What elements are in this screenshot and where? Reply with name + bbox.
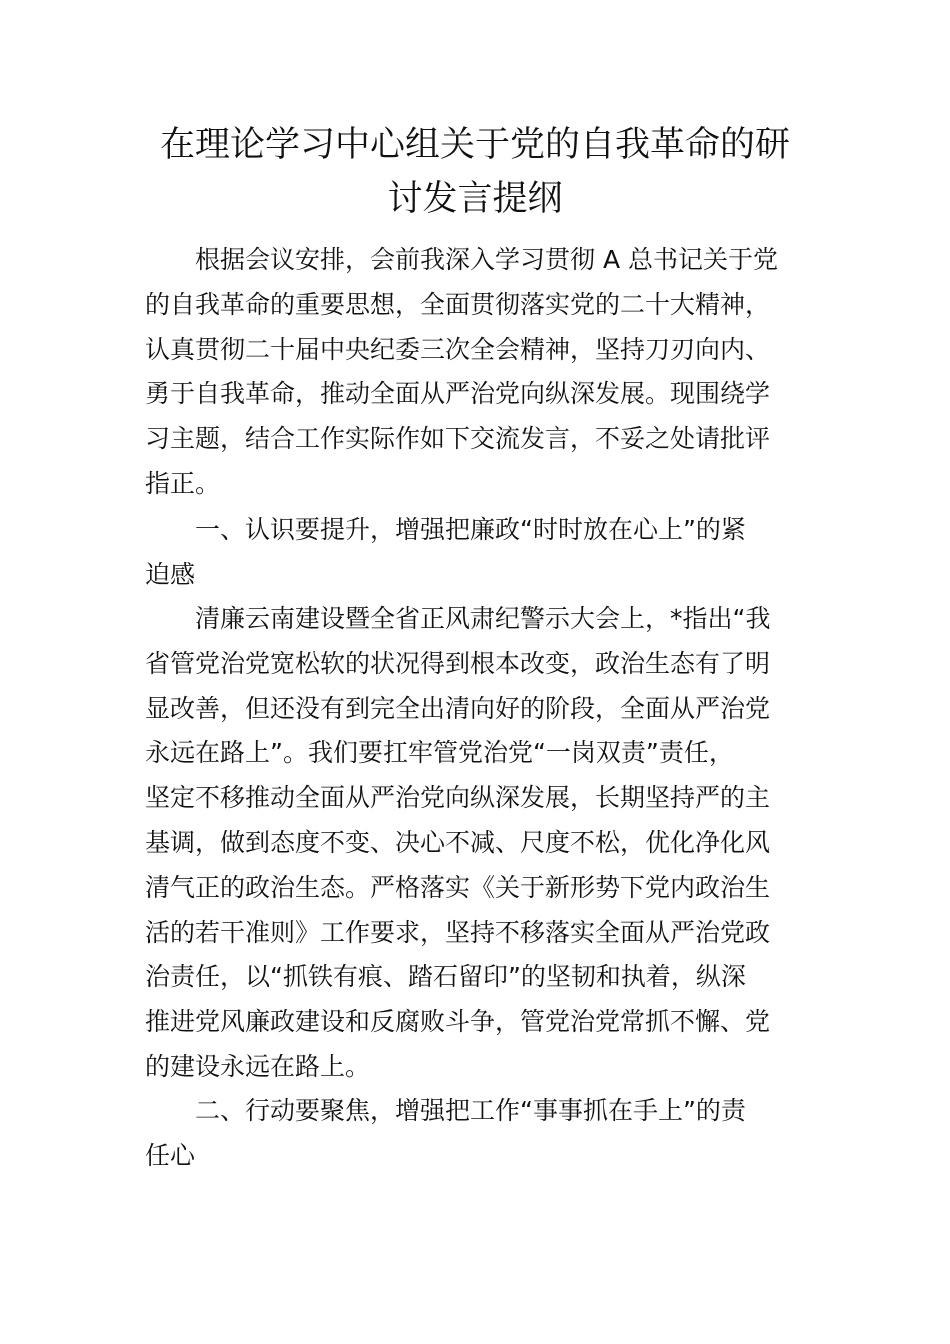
- text-line: 二、行动要聚焦，增强把工作“事事抓在手上”的责: [145, 1096, 746, 1125]
- text-line: 永远在路上”。我们要扛牢管党治党“一岗双责”责任，: [145, 738, 734, 768]
- text-line: 坚定不移推动全面从严治党向纵深发展，长期坚持严的主: [145, 783, 771, 813]
- section-heading-1: [145, 508, 746, 598]
- text-line: 的自我革命的重要思想，全面贯彻落实党的二十大精神，: [145, 289, 771, 319]
- text-line: 根据会议安排，会前我深入学习贯彻 A 总书记关于党: [145, 245, 778, 274]
- text-line: 勇于自我革命，推动全面从严治党向纵深发展。现围绕学: [145, 379, 771, 409]
- document-title: [130, 118, 820, 226]
- text-line: 任心: [145, 1140, 196, 1170]
- text-line: 活的若干准则》工作要求，坚持不移落实全面从严治党政: [145, 917, 771, 947]
- text-line: 迫感: [145, 559, 196, 589]
- title-line: 讨发言提纲: [387, 179, 563, 219]
- section-body-1: [145, 597, 770, 1090]
- section-heading-2: [145, 1089, 746, 1179]
- text-line: 的建设永远在路上。: [145, 1051, 371, 1081]
- text-line: 指正。: [145, 468, 221, 498]
- text-line: 显改善，但还没有到完全出清向好的阶段，全面从严治党: [145, 693, 771, 723]
- text-line: 清廉云南建设暨全省正风肃纪警示大会上，*指出“我: [145, 604, 771, 633]
- text-line: 一、认识要提升，增强把廉政“时时放在心上”的紧: [145, 515, 746, 544]
- text-line: 认真贯彻二十届中央纪委三次全会精神，坚持刀刃向内、: [145, 334, 771, 364]
- text-line: 推进党风廉政建设和反腐败斗争，管党治党常抓不懈、党: [145, 1007, 771, 1037]
- text-line: 治责任，以“抓铁有痕、踏石留印”的坚韧和执着，纵深: [145, 962, 746, 992]
- text-line: 清气正的政治生态。严格落实《关于新形势下党内政治生: [145, 872, 771, 902]
- intro-paragraph: [145, 238, 778, 507]
- title-line: 在理论学习中心组关于党的自我革命的研: [159, 125, 790, 165]
- text-line: 省管党治党宽松软的状况得到根本改变，政治生态有了明: [145, 648, 771, 678]
- text-line: 习主题，结合工作实际作如下交流发言，不妥之处请批评: [145, 424, 771, 454]
- text-line: 基调，做到态度不变、决心不减、尺度不松，优化净化风: [145, 827, 771, 857]
